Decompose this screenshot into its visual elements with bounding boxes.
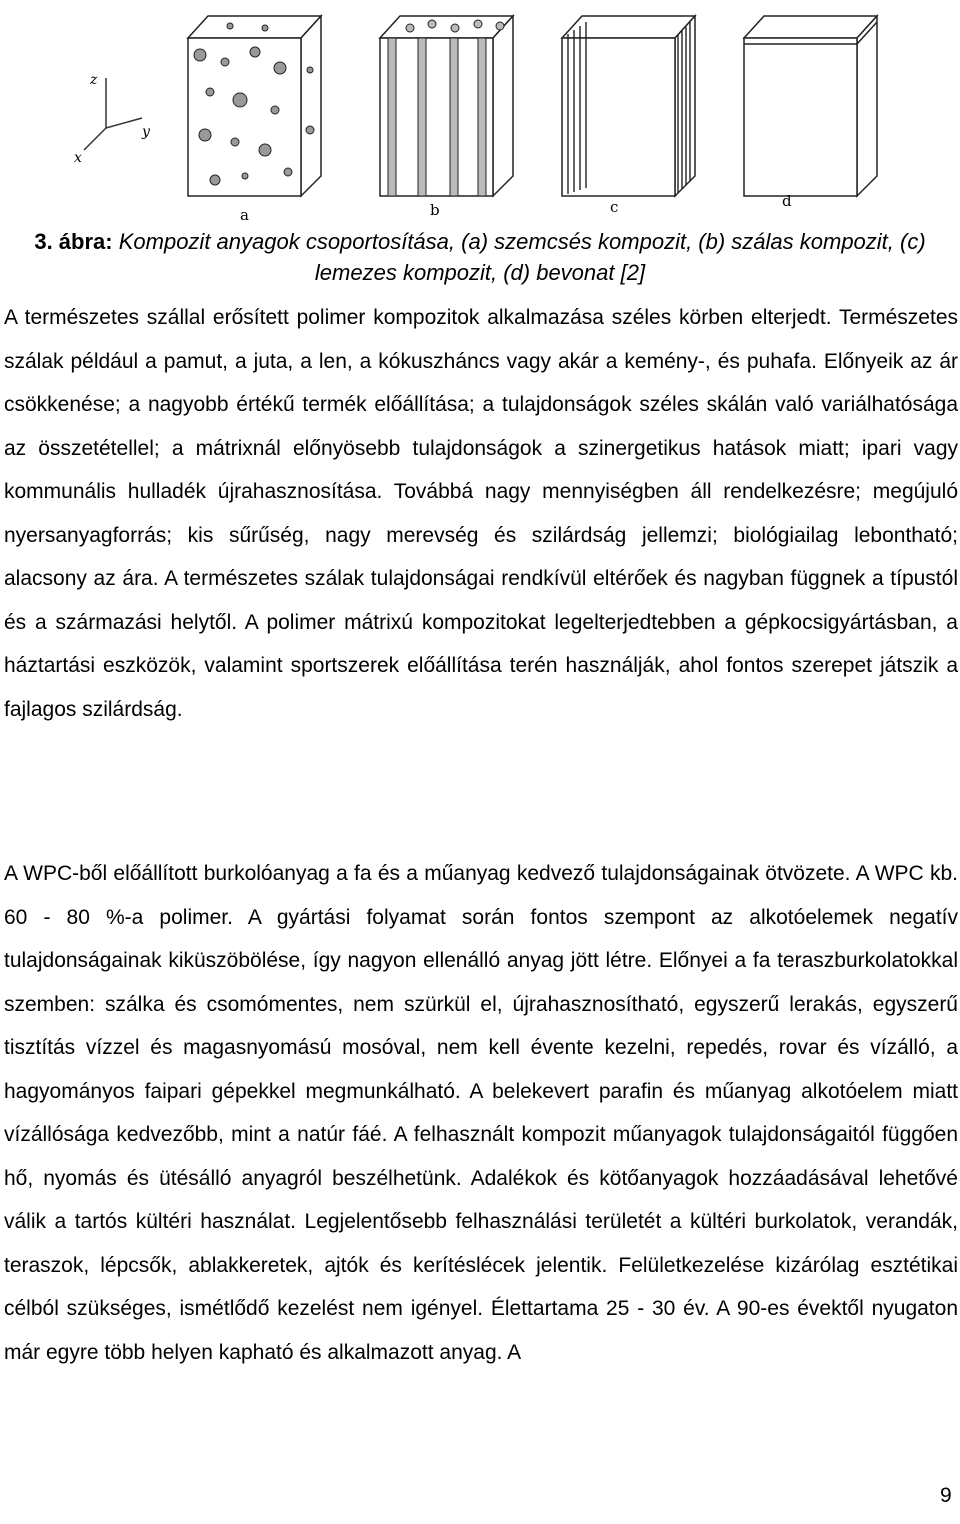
axis-label-y: y xyxy=(142,124,150,140)
cube-laminar xyxy=(562,16,695,196)
cube-coating xyxy=(744,16,877,196)
composite-types-figure xyxy=(70,0,890,228)
panel-label-d: d xyxy=(782,192,792,210)
panel-label-a: a xyxy=(240,206,249,224)
panel-label-b: b xyxy=(430,201,440,219)
paragraph-wpc: A WPC-ből előállított burkolóanyag a fa és a műanyag kedvező tulajdonságainak ötvözete. A WPC kb. 60 - 80 %-a polimer. A gyártási folyamat során fontos szempont az alkotóelemek negatív tulajdonságainak kiküszöbölése, így nagyon ellenálló anyag jött létre. Előnyei a fa teraszburkolatokkal szemben: szálka és csomómentes, nem szürkül el, újrahasznosítható, egyszerű lerakás, egyszerű tisztítás vízzel és magasnyomású mosóval, nem kell évente kezelni, repedés, rovar és vízálló, a hagyományos faipari gépekkel megmunkálható. A belekevert parafin és műanyag alkotóelem miatt vízállósága kedvezőbb, mint a natúr fáé. A felhasznált kompozit műanyagok tulajdonságaitól függően hő, nyomás és ütésálló anyagról beszélhetünk. Adalékok és kötőanyagok hozzáadásával lehetővé válik a tartós kültéri használat. Legjelentősebb felhasználási területét a kültéri burkolatok, verandák, teraszok, lépcsők, ablakkeretek, ajtók és kerítéslécek jelentik. Felületkezelése kizárólag esztétikai célból szükséges, ismétlődő kezelést nem igényel. Élettartama 25 - 30 év. A 90-es évektől nyugaton már egyre több helyen kapható és alkalmazott anyag. A xyxy=(4,862,958,1364)
cube-fibrous xyxy=(380,16,513,196)
axes-diagram xyxy=(84,78,142,150)
axis-label-x: x xyxy=(74,150,82,166)
panel-label-c: c xyxy=(610,198,619,216)
axis-label-z: z xyxy=(90,72,98,88)
page-number: 9 xyxy=(940,1484,952,1507)
cube-particulate xyxy=(188,16,321,196)
caption-text: Kompozit anyagok csoportosítása, (a) szemcsés kompozit, (b) szálas kompozit, (c) lemezes kompozit, (d) bevonat [2] xyxy=(118,229,926,285)
paragraph-natural-fibers: A természetes szállal erősített polimer kompozitok alkalmazása széles körben elterjedt. Természetes szálak például a pamut, a juta, a len, a kókuszháncs vagy akár a kemény-, és puhafa. Előnyeik az ár csökkenése; a nagyobb értékű termék előállítása; a tulajdonságok széles skálán való variálhatósága az összetétellel; a mátrixnál előnyösebb tulajdonságok a szinergetikus hatások miatt; ipari vagy kommunális hulladék újrahasznosítása. Továbbá nagy mennyiségben áll rendelkezésre; megújuló nyersanyagforrás; kis sűrűség, nagy merevség és szilárdság jellemzi; biológiailag lebontható; alacsony az ára. A természetes szálak tulajdonságai rendkívül eltérőek és nagyban függnek a típustól és a származási helytől. A polimer mátrixú kompozitokat legelterjedtebben a gépkocsigyártásban, a háztartási eszközök, valamint sportszerek előállítása terén használják, ahol fontos szerepet játszik a fajlagos szilárdság. xyxy=(4,306,958,721)
caption-number: 3. ábra: xyxy=(34,229,113,254)
figure-caption xyxy=(0,226,960,288)
